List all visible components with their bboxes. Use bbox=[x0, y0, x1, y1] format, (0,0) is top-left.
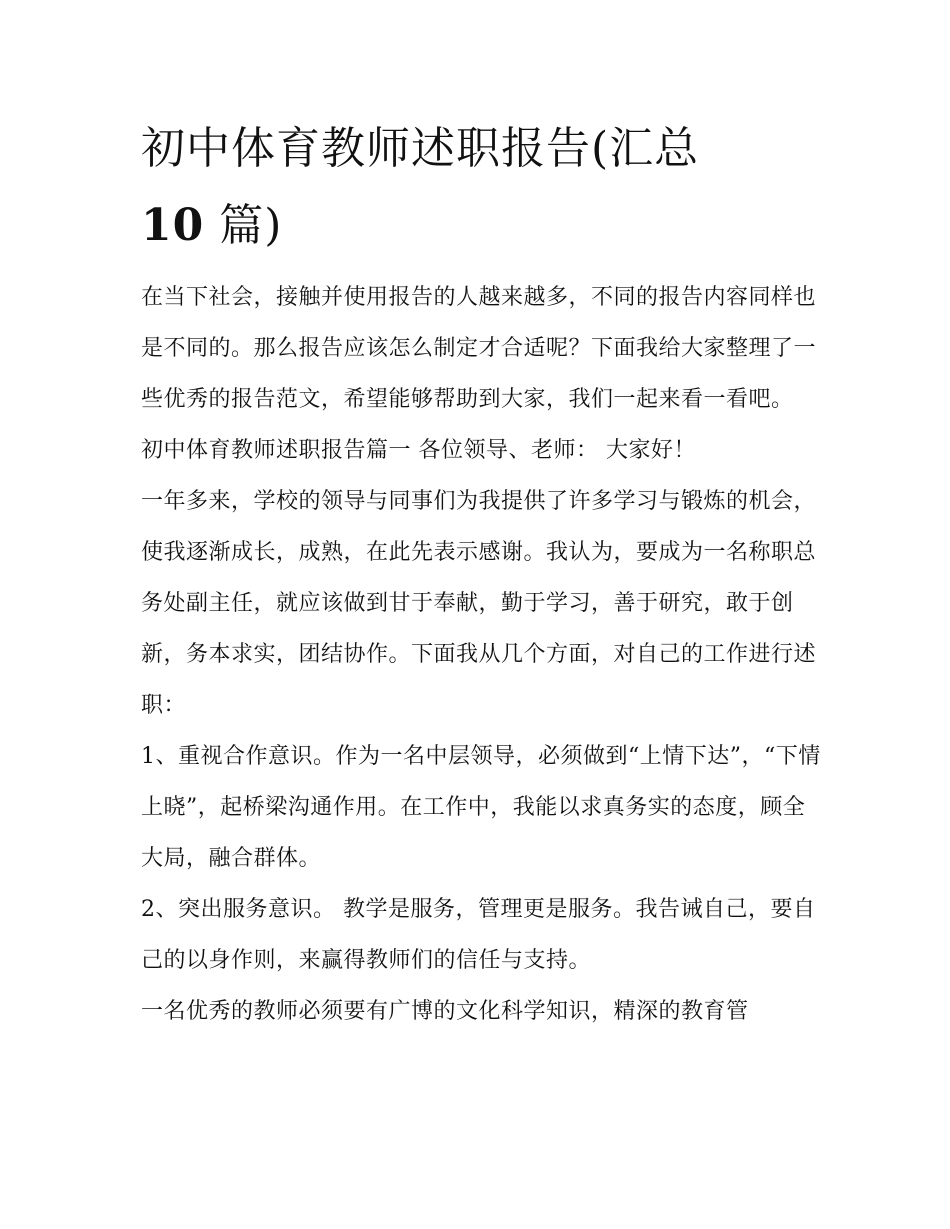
title-suffix: 篇) bbox=[204, 200, 283, 251]
title-line-1: 初中体育教师述职报告(汇总 bbox=[141, 123, 700, 174]
document-title bbox=[141, 110, 821, 264]
point-1-paragraph: 1、重视合作意识。作为一名中层领导，必须做到“上情下达”，“下情上晓”，起桥梁沟通作用。在工作中，我能以求真务实的态度，顾全大局，融合群体。 bbox=[141, 744, 821, 871]
intro-paragraph: 在当下社会，接触并使用报告的人越来越多，不同的报告内容同样也是不同的。那么报告应该怎么制定才合适呢？下面我给大家整理了一些优秀的报告范文，希望能够帮助到大家，我们一起来看一看吧。 bbox=[141, 285, 817, 412]
document-page bbox=[141, 110, 821, 1037]
closing-paragraph: 一名优秀的教师必须要有广博的文化科学知识，精深的教育管 bbox=[141, 999, 749, 1024]
body-paragraph: 一年多来，学校的领导与同事们为我提供了许多学习与锻炼的机会，使我逐渐成长，成熟，在此先表示感谢。我认为，要成为一名称职总务处副主任，就应该做到甘于奉献，勤于学习，善于研究，敢于创新，务本求实，团结协作。下面我从几个方面，对自己的工作进行述职： bbox=[141, 489, 817, 718]
section-heading-paragraph: 初中体育教师述职报告篇一 各位领导、老师： 大家好！ bbox=[141, 438, 696, 463]
title-number: 10 bbox=[141, 200, 205, 251]
point-2-paragraph: 2、突出服务意识。 教学是服务，管理更是服务。我告诫自己，要自己的以身作则，来赢得教师们的信任与支持。 bbox=[141, 897, 816, 973]
